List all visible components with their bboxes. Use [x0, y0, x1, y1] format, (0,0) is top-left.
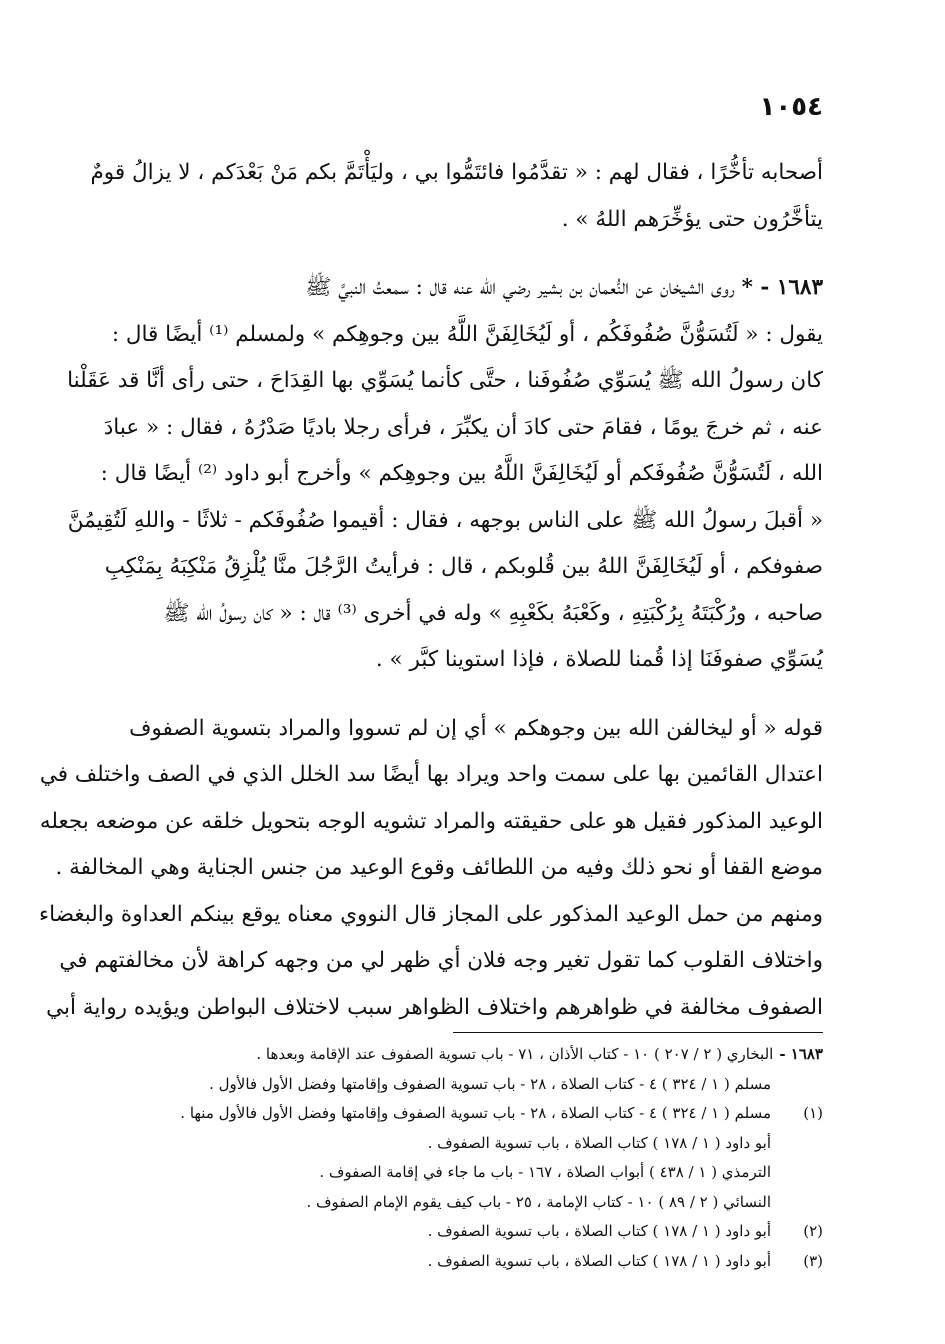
footnote-marker: (٣)	[803, 1251, 823, 1270]
footnote	[123, 1217, 823, 1247]
text-line: صاحبه ، ورُكْبَتَهُ بِرُكْبَتِهِ ، وكَعْبَهُ بكَعْبِهِ » وله في أخرى ⁽³⁾ قال : « كان رسولُ الله ﷺ	[163, 600, 823, 626]
text-line: أصحابه تأخُّرًا ، فقال لهم : « تقدَّمُوا فائتَمُّوا بي ، وليَأْتَمَّ بكم مَنْ بَعْدَكم ، لا يزالُ قومٌ	[90, 160, 823, 185]
footnote-text: مسلم ( ١ / ٣٢٤ ) ٤ - كتاب الصلاة ، ٢٨ - باب تسوية الصفوف وإقامتها وفضل الأول فالأول منها .	[180, 1104, 771, 1122]
footnote-text: النسائي ( ٢ / ٨٩ ) ١٠ - كتاب الإمامة ، ٢٥ - باب كيف يقوم الإمام الصفوف .	[306, 1192, 771, 1211]
text-line: يتأخَّرُون حتى يؤخِّرَهم اللهُ » .	[561, 206, 823, 232]
footnote-marker	[771, 1188, 823, 1218]
text-line: ومنهم من حمل الوعيد المذكور على المجاز قال النووي معناه يوقع بينكم العداوة والبغضاء	[39, 901, 823, 927]
footnote	[123, 1247, 823, 1277]
paragraph-hadith	[67, 265, 823, 684]
text-line: عنه ، ثم خرجَ يومًا ، فقامَ حتى كادَ أن يكبِّرَ ، فرأى رجلا باديًا صَدْرُهُ ، فقال : « عبادَ	[103, 414, 823, 440]
footnote	[123, 1070, 823, 1100]
footnote-marker	[771, 1070, 823, 1100]
footnote-text: البخاري ( ٢ / ٢٠٧ ) ١٠ - كتاب الأذان ، ٧١ - باب تسوية الصفوف عند الإقامة وبعدها .	[256, 1045, 774, 1063]
footnote-text: أبو داود ( ١ / ١٧٨ ) كتاب الصلاة ، باب تسوية الصفوف .	[427, 1251, 771, 1270]
text-line: يقول : « لَتُسَوُّنَّ صُفُوفَكُم ، أو لَيُخَالِفَنَّ اللَّهُ بين وجوهِكم » ولمسلم ⁽¹⁾ أيضًا قال :	[111, 321, 823, 347]
footnote-marker: (٢)	[803, 1222, 823, 1240]
hadith-number: ١٦٨٣ - *	[741, 275, 823, 300]
text-line: واختلاف القلوب كما تقول تغير وجه فلان أي ظهر لي من وجهه كراهة لأن مخالفتهم في	[59, 948, 823, 973]
text-line: كان رسولُ الله ﷺ يُسَوِّي صُفُوفَنا ، حتَّى كأنما يُسَوِّي بها القِدَاحَ ، حتى رأى أنَّا قد عَقَلْنا	[67, 368, 823, 393]
page-number: ١٠٥٤	[759, 92, 823, 122]
footnote-text: مسلم ( ١ / ٣٢٤ ) ٤ - كتاب الصلاة ، ٢٨ - باب تسوية الصفوف وإقامتها وفضل الأول فالأول .	[209, 1074, 771, 1093]
footnote-marker: (١)	[803, 1104, 823, 1122]
text-line	[123, 265, 823, 312]
footnote	[123, 1099, 823, 1129]
footnote	[123, 1040, 823, 1070]
text-line: قوله « أو ليخالفن الله بين وجوهكم » أي إن لم تسووا والمراد بتسوية الصفوف	[129, 715, 823, 741]
text-line: موضع القفا أو نحو ذلك وفيه من اللطائف وقوع الوعيد من جنس الجناية وهي المخالفة .	[55, 855, 823, 880]
text-line: الوعيد المذكور فقيل هو على حقيقته والمراد تشويه الوجه بتحويل خلقه عن موضعه بجعله	[39, 808, 823, 834]
footnote	[123, 1188, 823, 1218]
text-line: صفوفكم ، أو لَيُخَالِفَنَّ اللهُ بين قُلوبكم ، قال : فرأيتُ الرَّجُلَ منَّا يُلْزِقُ مَنْكِبَهُ بِمَنْكِبِ	[104, 554, 823, 579]
text-line: الصفوف مخالفة في ظواهرهم واختلاف الظواهر سبب لاختلاف البواطن ويؤيده رواية أبي	[46, 994, 823, 1020]
text-line: يُسَوِّي صفوفَنَا إذا قُمنا للصلاة ، فإذا استوينا كبَّر » .	[375, 647, 823, 672]
footnote-divider	[453, 1032, 823, 1033]
footnote-text: الترمذي ( ١ / ٤٣٨ ) أبواب الصلاة ، ١٦٧ - باب ما جاء في إقامة الصفوف .	[319, 1163, 771, 1181]
text-line: اعتدال القائمين بها على سمت واحد ويراد بها أيضًا سد الخلل الذي في الصف واختلف في	[39, 762, 823, 787]
footnote-marker: ١٦٨٣ -	[779, 1045, 823, 1063]
footnote	[123, 1129, 823, 1159]
footnote-marker	[771, 1158, 823, 1188]
footnotes	[123, 1040, 823, 1276]
main-text	[39, 150, 823, 1031]
footnote-text: أبو داود ( ١ / ١٧٨ ) كتاب الصلاة ، باب تسوية الصفوف .	[427, 1222, 771, 1240]
text-line: الله ، لَتُسَوُّنَّ صُفُوفَكم أو لَيُخَالِفَنَّ اللَّهُ بين وجوهِكم » وأخرج أبو داود ⁽²⁾ أيضًا قال :	[100, 461, 823, 486]
text-line-content: روى الشيخان عن النُّعمان بن بشير رضي الله عنه قال : سمعتُ النبيَّ ﷺ	[305, 275, 735, 300]
footnote	[123, 1158, 823, 1188]
paragraph-commentary	[39, 706, 823, 1032]
footnote-marker	[771, 1129, 823, 1159]
text-line: « أقبلَ رسولُ الله ﷺ على الناس بوجهه ، فقال : أقيموا صُفُوفَكم - ثلاثًا - واللهِ لَتُقِيمُنَّ	[67, 507, 823, 533]
footnote-text: أبو داود ( ١ / ١٧٨ ) كتاب الصلاة ، باب تسوية الصفوف .	[427, 1133, 771, 1152]
paragraph-intro	[90, 150, 823, 243]
